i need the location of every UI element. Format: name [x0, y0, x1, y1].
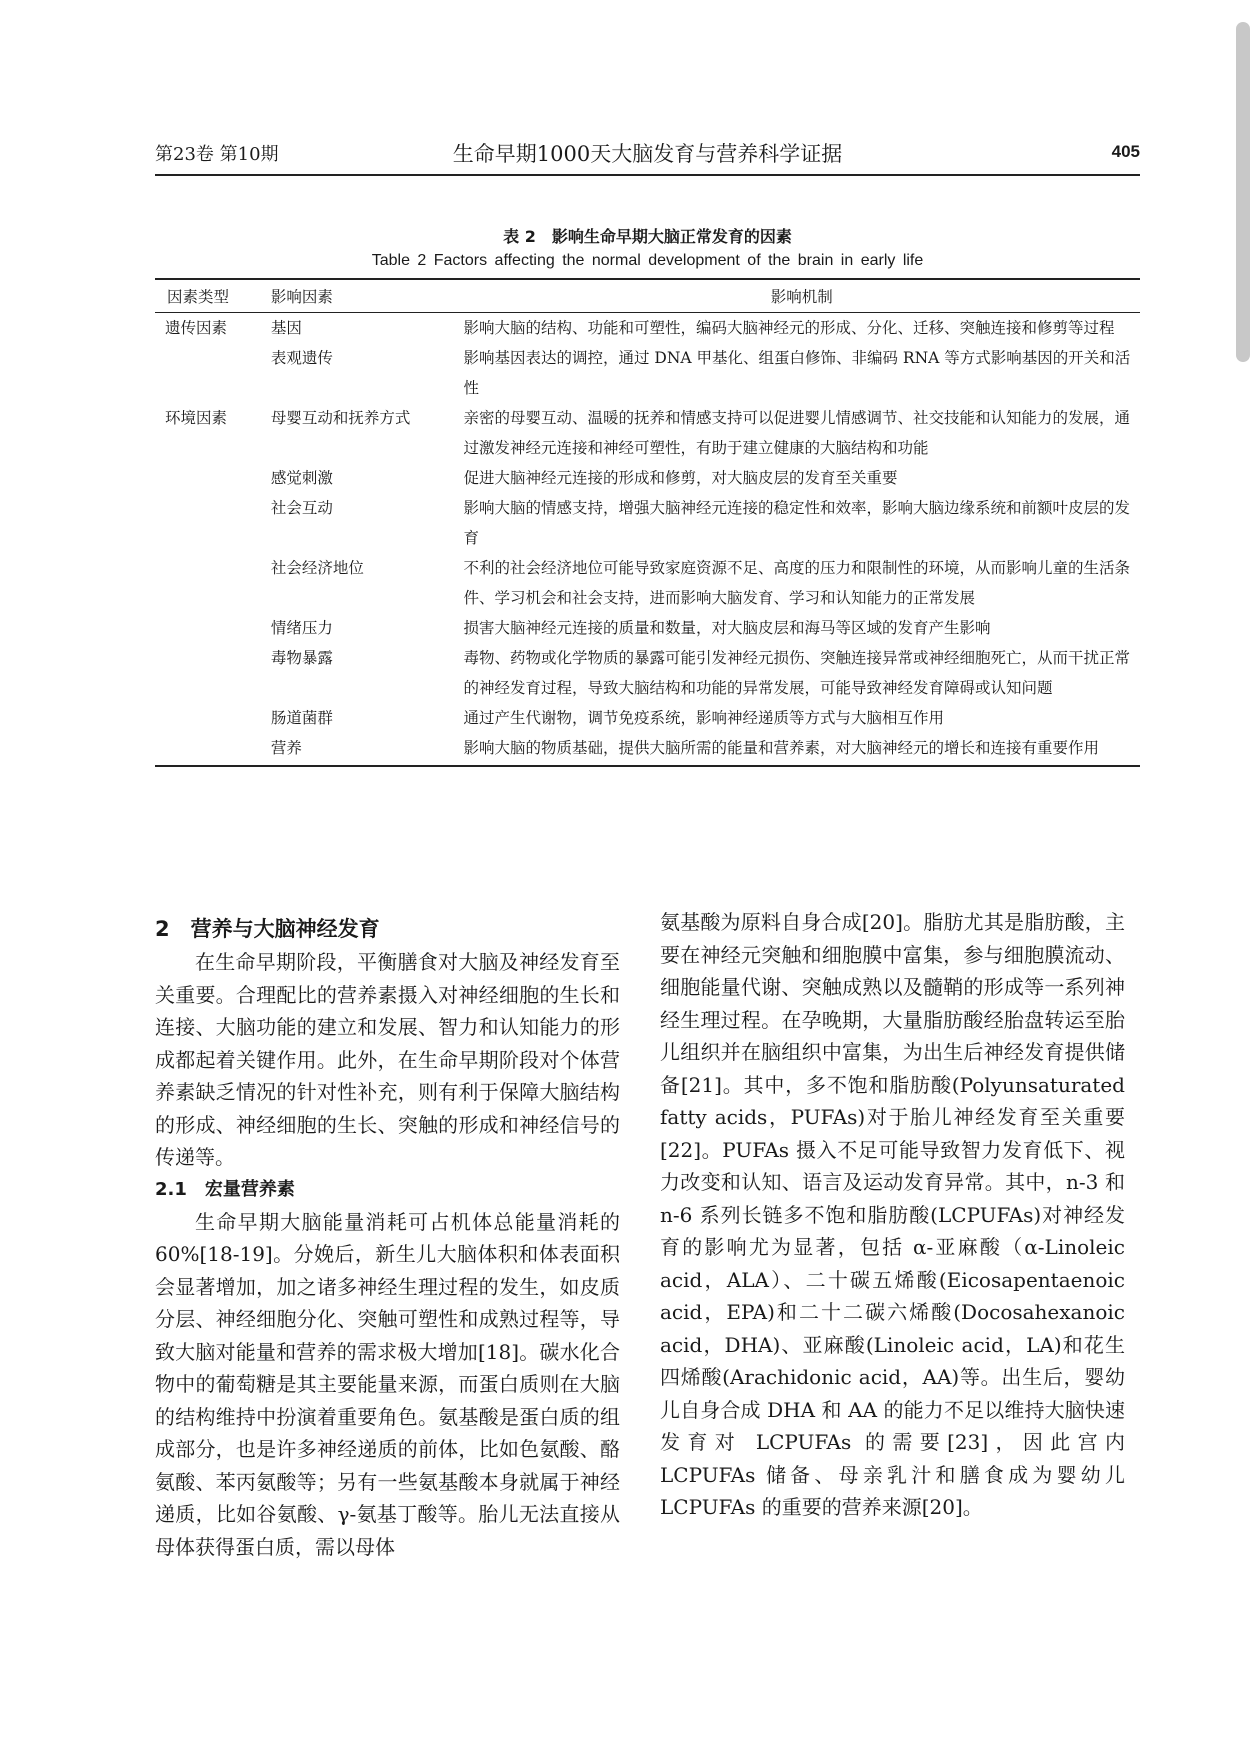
table-row — [155, 403, 1140, 463]
cell-type — [155, 703, 271, 733]
col-header-type: 因素类型 — [155, 279, 271, 313]
table-caption-cn: 表 2 影响生命早期大脑正常发育的因素 — [503, 227, 792, 246]
table-row — [155, 703, 1140, 733]
left-column — [155, 912, 620, 1563]
page-number: 405 — [1111, 142, 1140, 161]
table-header-row — [155, 279, 1140, 313]
cell-mechanism: 影响基因表达的调控，通过 DNA 甲基化、组蛋白修饰、非编码 RNA 等方式影响基因的开关和活性 — [463, 349, 1131, 397]
cell-mechanism: 通过产生代谢物，调节免疫系统，影响神经递质等方式与大脑相互作用 — [463, 709, 944, 727]
cell-mechanism: 影响大脑的结构、功能和可塑性，编码大脑神经元的形成、分化、迁移、突触连接和修剪等过程 — [463, 319, 1115, 337]
right-column — [660, 906, 1125, 1524]
running-header — [155, 140, 1140, 176]
section-heading: 2 营养与大脑神经发育 — [155, 917, 380, 941]
journal-title: 生命早期1000天大脑发育与营养科学证据 — [452, 142, 843, 166]
table-row — [155, 313, 1140, 344]
table-row — [155, 733, 1140, 766]
cell-mechanism: 影响大脑的情感支持，增强大脑神经元连接的稳定性和效率，影响大脑边缘系统和前额叶皮层的发育 — [463, 499, 1130, 547]
col-header-mechanism: 影响机制 — [463, 279, 1140, 313]
paragraph: 在生命早期阶段，平衡膳食对大脑及神经发育至关重要。合理配比的营养素摄入对神经细胞的生长和连接、大脑功能的建立和发展、智力和认知能力的形成都起着关键作用。此外，在生命早期阶段对个体营养素缺乏情况的针对性补充，则有利于保障大脑结构的形成、神经细胞的生长、突触的形成和神经信号的传递等。 — [155, 950, 620, 1169]
table-row — [155, 613, 1140, 643]
cell-factor: 社会互动 — [270, 499, 333, 517]
cell-factor: 社会经济地位 — [270, 559, 364, 577]
cell-mechanism: 影响大脑的物质基础，提供大脑所需的能量和营养素，对大脑神经元的增长和连接有重要作用 — [463, 733, 1140, 766]
cell-type — [155, 493, 271, 553]
cell-type — [155, 613, 271, 643]
cell-type: 环境因素 — [165, 409, 228, 427]
cell-type — [155, 553, 271, 613]
cell-factor: 表观遗传 — [270, 349, 333, 367]
paragraph: 氨基酸为原料自身合成[20]。脂肪尤其是脂肪酸，主要在神经元突触和细胞膜中富集，参与细胞膜流动、细胞能量代谢、突触成熟以及髓鞘的形成等一系列神经生理过程。在孕晚期，大量脂肪酸经胎盘转运至胎儿组织并在脑组织中富集，为出生后神经发育提供储备[21]。其中，多不饱和脂肪酸(Polyunsaturated fatty acids，PUFAs)对于胎儿神经发育至关重要[22]。PUFAs 摄入不足可能导致智力发育低下、视力改变和认知、语言及运动发育异常。其中，n-3 和 n-6 系列长链多不饱和脂肪酸(LCPUFAs)对神经发育的影响尤为显著，包括 α-亚麻酸（α-Linoleic acid，ALA）、二十碳五烯酸(Eicosapentaenoic acid，EPA)和二十二碳六烯酸(Docosahexanoic acid，DHA)、亚麻酸(Linoleic acid，LA)和花生四烯酸(Arachidonic acid，AA)等。出生后，婴幼儿自身合成 DHA 和 AA 的能力不足以维持大脑快速发育对 LCPUFAs 的需要[23]，因此宫内 LCPUFAs 储备、母亲乳汁和膳食成为婴幼儿 LCPUFAs 的重要的营养来源[20]。 — [660, 910, 1125, 1519]
cell-factor: 感觉刺激 — [270, 469, 333, 487]
table-caption-en: Table 2 Factors affecting the normal development of the brain in early life — [371, 252, 924, 269]
cell-mechanism: 毒物、药物或化学物质的暴露可能引发神经元损伤、突触连接异常或神经细胞死亡，从而干扰正常的神经发育过程，导致大脑结构和功能的异常发展，可能导致神经发育障碍或认知问题 — [463, 649, 1130, 697]
table-row — [155, 643, 1140, 703]
table-row — [155, 343, 1140, 403]
cell-mechanism: 损害大脑神经元连接的质量和数量，对大脑皮层和海马等区域的发育产生影响 — [463, 619, 991, 637]
table-row — [155, 463, 1140, 493]
cell-factor: 毒物暴露 — [270, 649, 333, 667]
volume-issue: 第23卷 第10期 — [155, 144, 279, 165]
cell-mechanism: 不利的社会经济地位可能导致家庭资源不足、高度的压力和限制性的环境，从而影响儿童的生活条件、学习机会和社会支持，进而影响大脑发育、学习和认知能力的正常发展 — [463, 559, 1130, 607]
document-page — [155, 0, 1140, 1748]
cell-type — [155, 343, 271, 403]
scrollbar-thumb[interactable] — [1236, 22, 1250, 362]
cell-mechanism: 亲密的母婴互动、温暖的抚养和情感支持可以促进婴儿情感调节、社交技能和认知能力的发展，通过激发神经元连接和神经可塑性，有助于建立健康的大脑结构和功能 — [463, 409, 1130, 457]
table-row — [155, 493, 1140, 553]
cell-type — [155, 463, 271, 493]
col-header-factor: 影响因素 — [271, 279, 464, 313]
cell-type — [155, 643, 271, 703]
cell-type — [155, 733, 271, 766]
cell-factor: 情绪压力 — [270, 619, 333, 637]
table-row — [155, 553, 1140, 613]
cell-mechanism: 促进大脑神经元连接的形成和修剪，对大脑皮层的发育至关重要 — [463, 469, 898, 487]
cell-factor: 营养 — [271, 733, 464, 766]
cell-factor: 肠道菌群 — [270, 709, 333, 727]
paragraph: 生命早期大脑能量消耗可占机体总能量消耗的 60%[18-19]。分娩后，新生儿大脑体积和体表面积会显著增加，加之诸多神经生理过程的发生，如皮质分层、神经细胞分化、突触可塑性和成熟过程等，导致大脑对能量和营养的需求极大增加[18]。碳水化合物中的葡萄糖是其主要能量来源，而蛋白质则在大脑的结构维持中扮演着重要角色。氨基酸是蛋白质的组成部分，也是许多神经递质的前体，比如色氨酸、酪氨酸、苯丙氨酸等；另有一些氨基酸本身就属于神经递质，比如谷氨酸、γ-氨基丁酸等。胎儿无法直接从母体获得蛋白质，需以母体 — [155, 1209, 620, 1559]
cell-type: 遗传因素 — [165, 319, 228, 337]
cell-factor: 母婴互动和抚养方式 — [270, 409, 411, 427]
factors-table — [155, 278, 1140, 767]
scrollbar[interactable] — [1236, 14, 1250, 1734]
cell-factor: 基因 — [270, 319, 302, 337]
subsection-heading: 2.1 宏量营养素 — [155, 1178, 295, 1200]
